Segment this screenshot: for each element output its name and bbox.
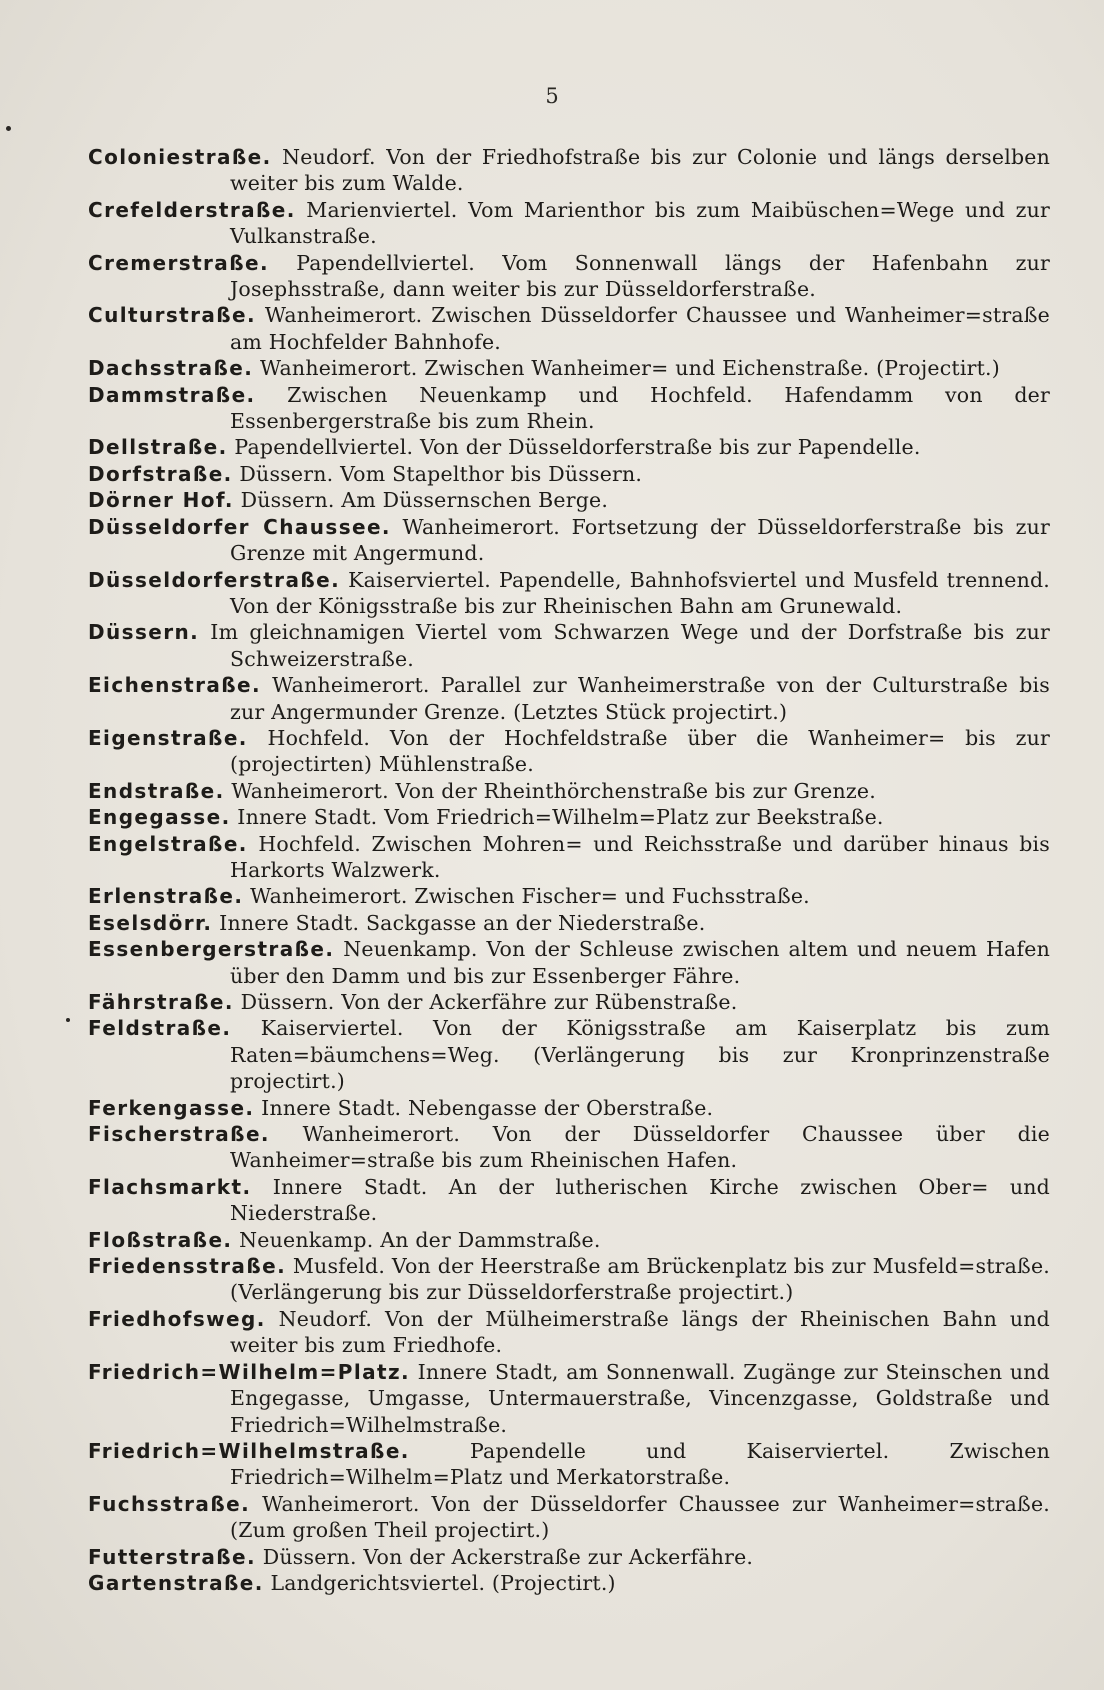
page-number: 5	[545, 84, 559, 108]
directory-entry	[88, 1544, 1050, 1570]
street-name: Dellstraße.	[88, 435, 228, 460]
district: Musfeld.	[292, 1254, 386, 1279]
street-name: Friedrich=Wilhelmstraße.	[88, 1438, 410, 1463]
description: Von der Heerstraße am Brückenplatz bis zur Musfeld=straße. (Verlängerung bis zur Düsseldorferstraße projectirt.)	[230, 1254, 1051, 1305]
directory-entry	[88, 725, 1050, 778]
district: Im gleichnamigen Viertel	[210, 620, 488, 645]
directory-entry	[88, 883, 1050, 909]
directory-entry	[88, 1015, 1050, 1094]
directory-entry	[88, 831, 1050, 884]
district: Neudorf.	[278, 1306, 373, 1331]
street-name: Dorfstraße.	[88, 461, 233, 486]
district: Kaiserviertel.	[348, 567, 491, 592]
description: (Projectirt.)	[491, 1570, 616, 1595]
description: Am Düssernschen Berge.	[341, 488, 609, 513]
street-name: Friedensstraße.	[88, 1254, 287, 1279]
description: Vom Stapelthor bis Düssern.	[340, 461, 643, 486]
description: Von der Mülheimerstraße längs der Rheinischen Bahn und weiter bis zum Friedhofe.	[230, 1306, 1051, 1358]
directory-entry	[88, 197, 1050, 250]
street-name: Coloniestraße.	[88, 145, 272, 169]
directory-entry	[88, 487, 1050, 513]
district: Wanheimerort.	[231, 778, 389, 803]
directory-entry	[88, 1570, 1050, 1596]
street-name: Endstraße.	[88, 778, 225, 803]
directory-entry	[88, 936, 1050, 989]
street-name: Flachsmarkt.	[88, 1174, 252, 1199]
description: An der Dammstraße.	[380, 1227, 601, 1252]
district: Marienviertel.	[306, 197, 458, 222]
street-name: Essenbergerstraße.	[88, 937, 335, 962]
district: Hochfeld.	[267, 725, 371, 750]
district: Papendellviertel.	[234, 435, 414, 460]
district: Düssern.	[262, 1544, 357, 1569]
description: Von der Ackerstraße zur Ackerfähre.	[363, 1544, 754, 1569]
street-name: Cremerstraße.	[88, 250, 269, 275]
description: Von der Düsseldorfer Chaussee über die Wanheimer=straße bis zum Rheinischen Hafen.	[230, 1122, 1051, 1173]
description: Nebengasse der Oberstraße.	[407, 1095, 714, 1120]
description: Von der Düsseldorferstraße bis zur Papendelle.	[419, 435, 921, 460]
district: Innere Stadt, am Sonnenwall.	[417, 1359, 736, 1384]
directory-entry	[88, 1491, 1050, 1544]
description: Vom Friedrich=Wilhelm=Platz zur Beekstraße.	[384, 805, 884, 830]
street-name: Erlenstraße.	[88, 884, 244, 909]
street-name: Feldstraße.	[88, 1016, 232, 1041]
directory-entry	[88, 619, 1050, 672]
district: Neudorf.	[282, 145, 376, 169]
directory-entry	[88, 302, 1050, 355]
directory-entry	[88, 355, 1050, 381]
description: Von der Friedhofstraße bis zur Colonie und längs derselben weiter bis zum Walde.	[230, 145, 1051, 196]
directory-entry	[88, 461, 1050, 487]
district: Düssern.	[240, 488, 335, 513]
directory-entry	[88, 1359, 1050, 1438]
street-name: Düsseldorfer Chaussee.	[88, 514, 391, 539]
district: Neuenkamp.	[239, 1227, 374, 1252]
street-name: Friedrich=Wilhelm=Platz.	[88, 1359, 410, 1384]
street-name: Engegasse.	[88, 805, 231, 830]
street-name: Crefelderstraße.	[88, 197, 296, 222]
district: Innere Stadt.	[261, 1095, 402, 1120]
street-name: Dachsstraße.	[88, 356, 254, 381]
description: Zugänge zur Steinschen und Engegasse, Umgasse, Untermauerstraße, Vincenzgasse, Goldstraße und Friedrich=Wilhelmstraße.	[230, 1359, 1050, 1437]
street-name: Fährstraße.	[88, 990, 234, 1014]
district: Landgerichtsviertel.	[270, 1570, 486, 1595]
district: Wanheimerort.	[402, 514, 560, 539]
description: Fortsetzung der Düsseldorferstraße bis zur Grenze mit Angermund.	[230, 514, 1050, 566]
directory-entry	[88, 1438, 1050, 1491]
description: Zwischen Düsseldorfer Chaussee und Wanheimer=straße am Hochfelder Bahnhofe.	[230, 303, 1050, 354]
directory-entry	[88, 567, 1050, 620]
district: Papendelle und Kaiserviertel.	[469, 1438, 890, 1463]
directory-entry	[88, 910, 1050, 936]
directory-entry	[88, 1227, 1050, 1253]
street-name: Ferkengasse.	[88, 1095, 255, 1120]
directory-entry	[88, 1253, 1050, 1306]
district: Düssern.	[239, 461, 334, 486]
directory-entry	[88, 434, 1050, 460]
directory-entry	[88, 1095, 1050, 1121]
district: Wanheimerort.	[260, 356, 418, 381]
district: Papendellviertel.	[296, 250, 476, 275]
print-speck	[6, 126, 11, 131]
street-name: Culturstraße.	[88, 303, 257, 328]
directory-entry	[88, 514, 1050, 567]
description: Von der Schleuse zwischen altem und neuem Hafen über den Damm und bis zur Essenberger Fähre.	[230, 937, 1051, 988]
district: Hochfeld.	[258, 831, 361, 856]
directory-entry	[88, 144, 1050, 197]
description: Papendelle, Bahnhofsviertel und Musfeld trennend. Von der Königsstraße bis zur Rheinischen Bahn am Grunewald.	[230, 567, 1051, 618]
directory-entry	[88, 804, 1050, 830]
street-name: Düsseldorferstraße.	[88, 567, 341, 592]
description: Sackgasse an der Niederstraße.	[365, 910, 706, 935]
description: Zwischen Mohren= und Reichsstraße und darüber hinaus bis Harkorts Walzwerk.	[230, 831, 1051, 882]
district: Wanheimerort.	[272, 673, 430, 698]
street-name: Futterstraße.	[88, 1544, 257, 1569]
directory-entry	[88, 382, 1050, 435]
street-name: Engelstraße.	[88, 831, 248, 856]
description: Von der Rheinthörchenstraße bis zur Grenze.	[395, 778, 876, 803]
street-name: Eichenstraße.	[88, 673, 261, 698]
description: Von der Düsseldorfer Chaussee zur Wanheimer=straße. (Zum großen Theil projectirt.)	[230, 1491, 1050, 1543]
district: Wanheimerort.	[250, 884, 408, 909]
street-name: Eigenstraße.	[88, 725, 248, 750]
street-name: Fischerstraße.	[88, 1122, 270, 1147]
street-name: Gartenstraße.	[88, 1570, 264, 1595]
directory-entry	[88, 778, 1050, 804]
street-name: Dörner Hof.	[88, 488, 234, 513]
directory-entry	[88, 989, 1050, 1015]
directory-entry	[88, 1306, 1050, 1359]
district: Neuenkamp.	[343, 937, 478, 962]
description: Hafendamm von der Essenbergerstraße bis zum Rhein.	[230, 382, 1051, 434]
district: Düssern.	[240, 990, 335, 1014]
print-speck	[66, 1018, 70, 1022]
directory-entry	[88, 1174, 1050, 1227]
district: Wanheimerort.	[262, 1491, 420, 1516]
district: Wanheimerort.	[264, 303, 423, 328]
description: Von der Königsstraße am Kaiserplatz bis zum Raten=bäumchens=Weg. (Verlängerung bis zur Kronprinzenstraße projectirt.)	[230, 1016, 1051, 1094]
description: An der lutherischen Kirche zwischen Ober= und Niederstraße.	[230, 1174, 1051, 1226]
description: vom Schwarzen Wege und der Dorfstraße bis zur Schweizerstraße.	[230, 620, 1050, 671]
street-name: Düssern.	[88, 620, 200, 645]
description: Parallel zur Wanheimerstraße von der Culturstraße bis zur Angermunder Grenze. (Letztes Stück projectirt.)	[230, 673, 1051, 724]
directory-entry	[88, 1121, 1050, 1174]
street-name: Fuchsstraße.	[88, 1491, 251, 1516]
district: Wanheimerort.	[302, 1122, 461, 1147]
description: Vom Marienthor bis zum Maibüschen=Wege und zur Vulkanstraße.	[230, 197, 1051, 249]
street-name: Dammstraße.	[88, 382, 256, 407]
description: Zwischen Fischer= und Fuchsstraße.	[414, 884, 810, 909]
directory-entry	[88, 250, 1050, 303]
district: Innere Stadt.	[219, 910, 360, 935]
street-name: Eselsdörr.	[88, 910, 213, 935]
directory-entry	[88, 672, 1050, 725]
district: Kaiserviertel.	[260, 1016, 404, 1041]
street-name: Floßstraße.	[88, 1227, 233, 1252]
description: Von der Hochfeldstraße über die Wanheimer= bis zur (projectirten) Mühlenstraße.	[230, 725, 1050, 777]
description: Zwischen Friedrich=Wilhelm=Platz und Merkatorstraße.	[230, 1438, 1051, 1490]
district: Innere Stadt.	[237, 805, 378, 830]
description: Vom Sonnenwall längs der Hafenbahn zur Josephsstraße, dann weiter bis zur Düsseldorferstraße.	[230, 250, 1050, 302]
district: Zwischen Neuenkamp und Hochfeld.	[287, 382, 753, 407]
street-name: Friedhofsweg.	[88, 1306, 266, 1331]
description: Zwischen Wanheimer= und Eichenstraße. (Projectirt.)	[424, 356, 1000, 381]
street-directory	[88, 144, 1050, 1596]
description: Von der Ackerfähre zur Rübenstraße.	[341, 990, 738, 1014]
district: Innere Stadt.	[272, 1174, 428, 1199]
